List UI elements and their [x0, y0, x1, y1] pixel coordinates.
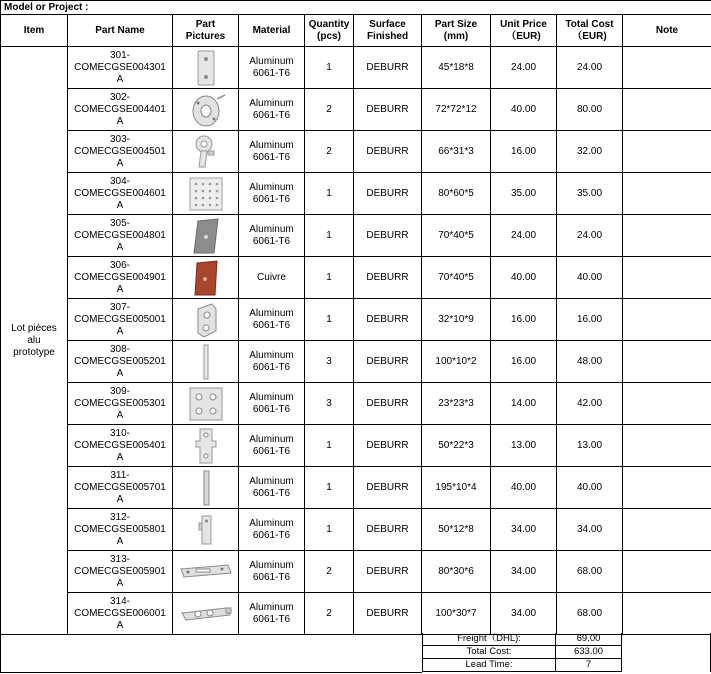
total-row	[422, 646, 711, 659]
size-cell: 70*40*5	[422, 215, 491, 257]
header-part-pictures	[173, 15, 239, 47]
total-blank	[621, 646, 711, 659]
note-cell	[623, 593, 711, 635]
unit-price-cell: 34.00	[491, 593, 557, 635]
total-cell: 48.00	[557, 341, 623, 383]
surface-cell: DEBURR	[354, 551, 422, 593]
surface-cell: DEBURR	[354, 383, 422, 425]
part-suffix: A	[116, 157, 124, 169]
part-suffix: A	[116, 325, 124, 337]
four-hole-plate-icon	[184, 385, 228, 423]
part-name-cell	[68, 341, 173, 383]
note-cell	[623, 383, 711, 425]
long-rod-icon	[184, 469, 228, 507]
part-code: COMECGSE004801	[74, 229, 166, 241]
lead-time-row	[422, 659, 711, 672]
part-number: 312-	[109, 511, 130, 523]
surface-cell: DEBURR	[354, 509, 422, 551]
part-picture-cell	[173, 551, 239, 593]
size-cell: 72*72*12	[422, 89, 491, 131]
table-row	[1, 341, 711, 383]
table-row	[1, 383, 711, 425]
part-suffix: A	[116, 535, 124, 547]
part-code: COMECGSE005401	[74, 439, 166, 451]
qty-cell: 1	[305, 509, 354, 551]
unit-price-cell: 14.00	[491, 383, 557, 425]
qty-cell: 1	[305, 425, 354, 467]
part-picture-cell	[173, 89, 239, 131]
tab-bracket-icon	[184, 427, 228, 465]
total-cell: 40.00	[557, 467, 623, 509]
total-cell: 68.00	[557, 593, 623, 635]
part-number: 311-	[110, 469, 130, 481]
freight-label: Freight（DHL):	[422, 633, 555, 646]
part-code: COMECGSE004901	[74, 271, 166, 283]
size-cell: 32*10*9	[422, 299, 491, 341]
table-row	[1, 131, 711, 173]
header-part-name: Part Name	[68, 15, 173, 47]
qty-cell: 1	[305, 257, 354, 299]
freight-value: 69.00	[555, 633, 621, 646]
surface-cell: DEBURR	[354, 341, 422, 383]
unit-price-cell: 16.00	[491, 299, 557, 341]
part-picture-cell	[173, 425, 239, 467]
table-row	[1, 467, 711, 509]
unit-price-cell: 34.00	[491, 509, 557, 551]
qty-cell: 2	[305, 593, 354, 635]
item-group-cell	[1, 47, 68, 635]
disc-plate-icon	[184, 91, 228, 129]
table-row	[1, 509, 711, 551]
note-cell	[623, 173, 711, 215]
note-cell	[623, 47, 711, 89]
part-code: COMECGSE004301	[74, 61, 166, 73]
header-quantity	[305, 15, 354, 47]
part-number: 302-	[109, 91, 130, 103]
part-picture-cell	[173, 299, 239, 341]
clamp-block-icon	[184, 301, 228, 339]
surface-cell: DEBURR	[354, 467, 422, 509]
part-picture-cell	[173, 257, 239, 299]
material-cell: Cuivre	[239, 257, 305, 299]
part-suffix: A	[116, 493, 124, 505]
part-number: 313-	[109, 553, 130, 565]
lead-time-value: 7	[555, 659, 621, 672]
part-picture-cell	[173, 173, 239, 215]
total-label: Total Cost:	[422, 646, 555, 659]
part-code: COMECGSE005801	[74, 523, 166, 535]
header-surface-label: Surface Finished	[366, 18, 409, 42]
item-group-label: Lot pièces alu prototype	[11, 322, 57, 358]
unit-price-cell: 16.00	[491, 341, 557, 383]
material-cell: Aluminum 6061-T6	[239, 509, 305, 551]
header-quantity-label: Quantity (pcs)	[308, 18, 350, 42]
total-cell: 13.00	[557, 425, 623, 467]
thin-strip-icon	[184, 343, 228, 381]
unit-price-cell: 40.00	[491, 89, 557, 131]
qty-cell: 1	[305, 47, 354, 89]
unit-price-cell: 40.00	[491, 467, 557, 509]
header-note: Note	[623, 15, 711, 47]
surface-cell: DEBURR	[354, 425, 422, 467]
surface-cell: DEBURR	[354, 593, 422, 635]
note-cell	[623, 299, 711, 341]
part-name-cell	[68, 47, 173, 89]
qty-cell: 2	[305, 131, 354, 173]
total-cell: 34.00	[557, 509, 623, 551]
material-cell: Aluminum 6061-T6	[239, 215, 305, 257]
slotted-rail-icon	[178, 553, 234, 591]
grey-plate-icon	[184, 217, 228, 255]
total-cell: 16.00	[557, 299, 623, 341]
qty-cell: 2	[305, 89, 354, 131]
part-suffix: A	[116, 199, 124, 211]
lead-time-label: Lead Time:	[422, 659, 555, 672]
part-code: COMECGSE005901	[74, 565, 166, 577]
size-cell: 23*23*3	[422, 383, 491, 425]
surface-cell: DEBURR	[354, 47, 422, 89]
table-row	[1, 215, 711, 257]
freight-blank	[621, 633, 711, 646]
part-number: 301-	[109, 49, 130, 61]
part-picture-cell	[173, 131, 239, 173]
note-cell	[623, 551, 711, 593]
part-suffix: A	[116, 577, 124, 589]
summary-footer	[0, 633, 711, 674]
freight-row	[422, 633, 711, 646]
part-name-cell	[68, 467, 173, 509]
part-suffix: A	[116, 283, 124, 295]
footer-blank-area	[0, 633, 422, 673]
header-total-cost-label: Total Cost （EUR)	[565, 18, 614, 42]
part-picture-cell	[173, 383, 239, 425]
unit-price-cell: 24.00	[491, 47, 557, 89]
material-cell: Aluminum 6061-T6	[239, 383, 305, 425]
header-unit-price-label: Unit Price （EUR)	[500, 18, 547, 42]
note-cell	[623, 425, 711, 467]
size-cell: 50*22*3	[422, 425, 491, 467]
part-code: COMECGSE006001	[74, 607, 166, 619]
material-cell: Aluminum 6061-T6	[239, 551, 305, 593]
part-name-cell	[68, 593, 173, 635]
note-cell	[623, 215, 711, 257]
qty-cell: 3	[305, 341, 354, 383]
part-name-cell	[68, 215, 173, 257]
total-cell: 32.00	[557, 131, 623, 173]
header-item: Item	[1, 15, 68, 47]
unit-price-cell: 34.00	[491, 551, 557, 593]
unit-price-cell: 24.00	[491, 215, 557, 257]
part-number: 307-	[109, 301, 130, 313]
qty-cell: 1	[305, 299, 354, 341]
unit-price-cell: 35.00	[491, 173, 557, 215]
material-cell: Aluminum 6061-T6	[239, 425, 305, 467]
copper-plate-icon	[184, 259, 228, 297]
part-code: COMECGSE005001	[74, 313, 166, 325]
keyhole-bracket-icon	[184, 133, 228, 171]
total-cell: 80.00	[557, 89, 623, 131]
part-name-cell	[68, 299, 173, 341]
surface-cell: DEBURR	[354, 131, 422, 173]
table-row	[1, 89, 711, 131]
part-code: COMECGSE004501	[74, 145, 166, 157]
part-picture-cell	[173, 509, 239, 551]
material-cell: Aluminum 6061-T6	[239, 593, 305, 635]
note-cell	[623, 509, 711, 551]
perforated-plate-icon	[184, 175, 228, 213]
header-material: Material	[239, 15, 305, 47]
header-total-cost	[557, 15, 623, 47]
qty-cell: 1	[305, 467, 354, 509]
unit-price-cell: 40.00	[491, 257, 557, 299]
note-cell	[623, 341, 711, 383]
surface-cell: DEBURR	[354, 257, 422, 299]
part-suffix: A	[116, 73, 124, 85]
part-suffix: A	[116, 409, 124, 421]
part-picture-cell	[173, 467, 239, 509]
total-value: 633.00	[555, 646, 621, 659]
table-row	[1, 47, 711, 89]
header-part-size-label: Part Size (mm)	[434, 18, 478, 42]
total-cell: 24.00	[557, 47, 623, 89]
note-cell	[623, 89, 711, 131]
part-code: COMECGSE004601	[74, 187, 166, 199]
header-unit-price	[491, 15, 557, 47]
qty-cell: 3	[305, 383, 354, 425]
short-bar-icon	[184, 511, 228, 549]
size-cell: 50*12*8	[422, 509, 491, 551]
holed-rail-icon	[178, 595, 234, 633]
size-cell: 80*60*5	[422, 173, 491, 215]
table-row	[1, 425, 711, 467]
material-cell: Aluminum 6061-T6	[239, 173, 305, 215]
material-cell: Aluminum 6061-T6	[239, 299, 305, 341]
part-name-cell	[68, 509, 173, 551]
header-part-pictures-label: Part Pictures	[185, 18, 226, 42]
part-suffix: A	[116, 451, 124, 463]
size-cell: 100*10*2	[422, 341, 491, 383]
flat-bar-icon	[184, 49, 228, 87]
surface-cell: DEBURR	[354, 215, 422, 257]
material-cell: Aluminum 6061-T6	[239, 89, 305, 131]
part-code: COMECGSE005301	[74, 397, 166, 409]
header-part-size	[422, 15, 491, 47]
surface-cell: DEBURR	[354, 89, 422, 131]
surface-cell: DEBURR	[354, 173, 422, 215]
parts-body	[1, 47, 711, 635]
table-row	[1, 299, 711, 341]
note-cell	[623, 467, 711, 509]
table-row	[1, 551, 711, 593]
header-row	[1, 15, 711, 47]
part-number: 308-	[109, 343, 130, 355]
part-name-cell	[68, 383, 173, 425]
part-picture-cell	[173, 593, 239, 635]
qty-cell: 2	[305, 551, 354, 593]
total-cell: 40.00	[557, 257, 623, 299]
part-number: 309-	[109, 385, 130, 397]
part-suffix: A	[116, 367, 124, 379]
part-picture-cell	[173, 341, 239, 383]
size-cell: 80*30*6	[422, 551, 491, 593]
size-cell: 45*18*8	[422, 47, 491, 89]
header-surface	[354, 15, 422, 47]
part-suffix: A	[116, 115, 124, 127]
part-name-cell	[68, 173, 173, 215]
table-row	[1, 593, 711, 635]
qty-cell: 1	[305, 173, 354, 215]
material-cell: Aluminum 6061-T6	[239, 341, 305, 383]
part-name-cell	[68, 131, 173, 173]
unit-price-cell: 13.00	[491, 425, 557, 467]
note-cell	[623, 131, 711, 173]
total-cell: 42.00	[557, 383, 623, 425]
part-number: 305-	[109, 217, 130, 229]
part-picture-cell	[173, 215, 239, 257]
part-suffix: A	[116, 241, 124, 253]
size-cell: 70*40*5	[422, 257, 491, 299]
total-cell: 35.00	[557, 173, 623, 215]
part-code: COMECGSE005201	[74, 355, 166, 367]
total-cell: 24.00	[557, 215, 623, 257]
unit-price-cell: 16.00	[491, 131, 557, 173]
lead-time-blank	[621, 659, 711, 672]
part-number: 314-	[109, 595, 130, 607]
material-cell: Aluminum 6061-T6	[239, 47, 305, 89]
qty-cell: 1	[305, 215, 354, 257]
parts-table	[0, 14, 711, 635]
part-number: 304-	[109, 175, 130, 187]
part-code: COMECGSE005701	[74, 481, 166, 493]
part-name-cell	[68, 551, 173, 593]
part-name-cell	[68, 257, 173, 299]
table-row	[1, 257, 711, 299]
part-suffix: A	[116, 619, 124, 631]
surface-cell: DEBURR	[354, 299, 422, 341]
size-cell: 100*30*7	[422, 593, 491, 635]
note-cell	[623, 257, 711, 299]
part-picture-cell	[173, 47, 239, 89]
part-number: 303-	[109, 133, 130, 145]
part-name-cell	[68, 89, 173, 131]
table-row	[1, 173, 711, 215]
size-cell: 195*10*4	[422, 467, 491, 509]
part-number: 310-	[109, 427, 130, 439]
part-name-cell	[68, 425, 173, 467]
model-project-label: Model or Project :	[0, 0, 711, 14]
total-cell: 68.00	[557, 551, 623, 593]
size-cell: 66*31*3	[422, 131, 491, 173]
part-number: 306-	[109, 259, 130, 271]
material-cell: Aluminum 6061-T6	[239, 467, 305, 509]
material-cell: Aluminum 6061-T6	[239, 131, 305, 173]
part-code: COMECGSE004401	[74, 103, 166, 115]
